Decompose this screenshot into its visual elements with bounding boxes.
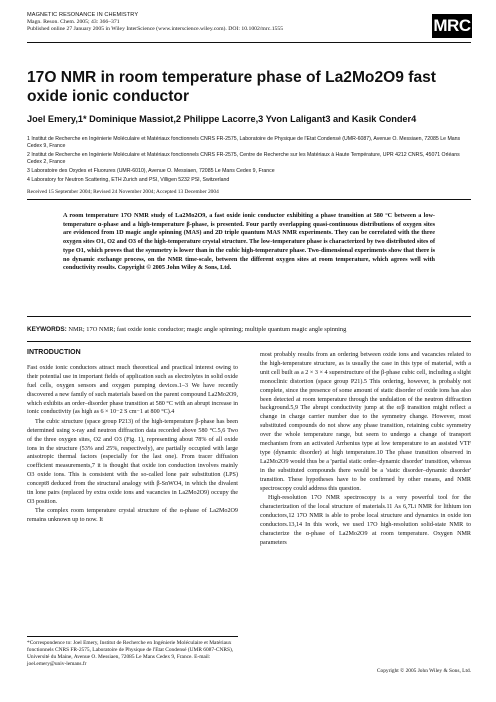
paragraph: The complex room temperature crystal structure of the α-phase of La2Mo2O9 remains unknown up to now. It bbox=[27, 508, 238, 524]
right-column bbox=[260, 351, 471, 547]
citation: Magn. Reson. Chem. 2005; 43: 366–371 bbox=[27, 19, 120, 26]
affiliation: 4 Laboratory for Neutron Scattering, ETH Zurich and PSI, Villigen 5232 PSI, Switzerland bbox=[27, 176, 230, 183]
abstract: A room temperature 17O NMR study of La2Mo2O9, a fast oxide ionic conductor exhibiting a phase transition at 580 °C between a low-temperature α-phase and a high-temperature β-phase, is presented. Four partly overlapping quasi-continuous distributions of oxygen sites are evidenced from 1D magic angle spinning (MAS) and 2D triple quantum MAS NMR experiments. They can be correlated with the three oxygen sites O1, O2 and O3 of the high-temperature crystal structure. The low-temperature phase is characterized by two distributed sites of type O1, which proves that the symmetry is lower than in the cubic high-temperature phase. Two-dimensional experiments show that there is no dynamic exchange process, on the NMR time-scale, between the different oxygen sites at room temperature, which agrees well with conductivity results. Copyright © 2005 John Wiley & Sons, Ltd. bbox=[63, 212, 435, 272]
paragraph: most probably results from an ordering between oxide ions and vacancies related to the high-temperature structure, as is usually the case in this type of material, with a unit cell built as a 2 × 3 × 4 superstructure of the β-phase cubic cell, including a slight monoclinic distortion (space group P21).5 This ordering, however, is probably not complete, since the presence of some amount of static disorder of oxide ions has also been detected at room temperature through the undulation of the neutron diffraction background.5,9 The abrupt conductivity jump at the α/β transition might reflect a change in charge carrier number due to the symmetry change. However, most substituted compounds do not show any phase transition, retaining cubic symmetry over the whole temperature range, but seem to undergo a change of transport mechanism from an activated Arrhenius type at low temperature to an assisted VTF type (dynamic disorder) at high temperature.10 The phase transition observed in La2Mo2O9 would thus be a 'partial static order–dynamic disorder' transition, whereas in the substituted compounds there would be a 'static disorder–dynamic disorder' transition. These hypotheses have to be confirmed by other means, and NMR spectroscopy could address this question. bbox=[260, 352, 471, 492]
journal-name: MAGNETIC RESONANCE IN CHEMISTRY bbox=[27, 12, 139, 18]
correspondence-footnote: *Correspondence to: Joel Emery, Institut de Recherche en Ingénierie Moléculaire et Matériaux fonctionnels CNRS FR-2575, Laboratoire de Physique de l'Etat Condensé (UMR 6087-CNRS), Université du Maine, Avenue O. Messiaen, 72085 Le Mans Cedex 9, France. E-mail: joel.emery@univ-lemans.fr bbox=[27, 640, 234, 667]
paragraph: The cubic structure (space group P213) of the high-temperature β-phase has been determined using x-ray and neutron diffraction data recorded above 580 °C.5,6 Two of the three oxygen sites, O2 and O3 (Fig. 1), representing about 78% of all oxide ions in the structure (53% and 25%, respectively), are partially occupied with large anisotropic thermal factors (especially for the last one). From tracer diffusion coefficient measurements,7 it is thought that oxide ion conduction involves mainly O3 oxide ions. This is consistent with the so-called lone pair substitution (LPS) concept8 deduced from the structural analogy with β-SnWO4, in which the divalent tin lone pairs (replaced by extra oxide ions and vacancies in La2Mo2O9) occupy the O3 position. bbox=[27, 418, 238, 505]
publication-info: Published online 27 January 2005 in Wiley InterScience (www.interscience.wiley.com). DOI: 10.1002/mrc.1555 bbox=[27, 26, 284, 33]
footnote-divider bbox=[27, 636, 238, 637]
paragraph: High-resolution 17O NMR spectroscopy is a very powerful tool for the characterization of the local structure of materials.11 As 6,7Li NMR for lithium ion conductors,12 17O NMR is able to probe local structure and dynamics in oxide ion conductors.13,14 In this work, we used 17O high-resolution solid-state NMR to characterize the α-phase of La2Mo2O9 at room temperature. Oxygen NMR parameters bbox=[260, 495, 471, 546]
affiliation: 1 Institut de Recherche en Ingénierie Moléculaire et Matériaux fonctionnels CNRS FR-2575, Laboratoire de Physique de l'Etat Condensé (UMR-6087), Avenue O. Messiaen, 72085 Le Mans Cedex 9, France bbox=[27, 136, 461, 150]
affiliations bbox=[27, 136, 471, 185]
keywords-text: NMR; 17O NMR; fast oxide ionic conductor; magic angle spinning; multiple quantum magic angle spinning bbox=[68, 326, 347, 333]
section-heading: INTRODUCTION bbox=[27, 349, 81, 356]
author-list: Joel Emery,1* Dominique Massiot,2 Philippe Lacorre,3 Yvon Laligant3 and Kasik Conder4 bbox=[27, 114, 417, 124]
keywords-label: KEYWORDS: bbox=[27, 326, 67, 333]
abstract-bottom-divider bbox=[27, 316, 471, 317]
left-column bbox=[27, 349, 238, 525]
copyright-notice: Copyright © 2005 John Wiley & Sons, Ltd. bbox=[376, 668, 471, 674]
affiliation: 3 Laboratoire des Oxydes et Fluorures (UMR-6010), Avenue O. Messiaen, 72085 Le Mans Cedex 9, France bbox=[27, 167, 275, 174]
affiliation: 2 Institut de Recherche en Ingénierie Moléculaire et Matériaux fonctionnels CNRS FR-2575, Centre de Recherche sur les Matériaux à Haute Température, UPR 4212 CNRS, 45071 Orléans Cedex 2, France bbox=[27, 151, 460, 166]
abstract-top-divider bbox=[27, 199, 471, 200]
header-divider bbox=[27, 42, 471, 43]
journal-logo: MRC bbox=[432, 14, 472, 38]
article-title: 17O NMR in room temperature phase of La2Mo2O9 fast oxide ionic conductor bbox=[27, 69, 436, 105]
journal-header bbox=[27, 12, 427, 34]
keywords bbox=[27, 326, 471, 334]
keywords-divider bbox=[27, 341, 471, 342]
paragraph: Fast oxide ionic conductors attract much theoretical and practical interest owing to their potential use in important fields of application such as electrolytes in solid oxide fuel cells, oxygen sensors and oxygen pumping devices.1–3 We have recently discovered a new family of such materials based on the parent compound La2Mo2O9, which exhibits an order–disorder phase transition at 580 °C with an abrupt increase in ionic conductivity (as high as 6 × 10−2 S cm−1 at 800 °C).4 bbox=[27, 364, 238, 416]
received-dates: Received 15 September 2004; Revised 24 November 2004; Accepted 13 December 2004 bbox=[27, 189, 219, 195]
